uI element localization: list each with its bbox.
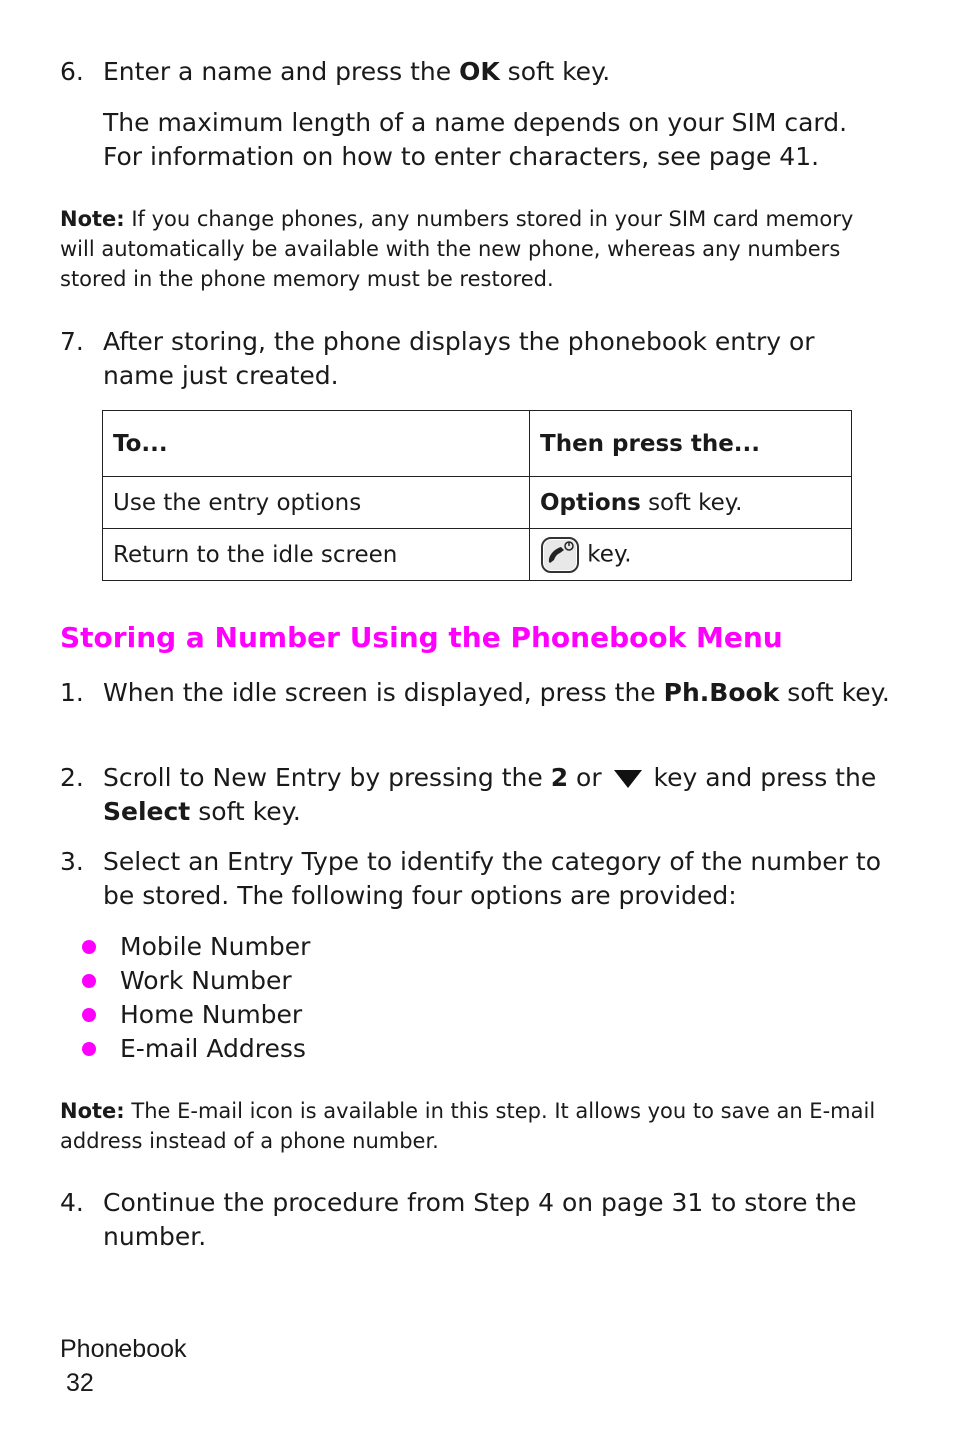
list-item: Home Number (80, 998, 310, 1032)
step-number: 4. (60, 1188, 84, 1217)
options-table (102, 410, 852, 581)
table-row (103, 529, 852, 581)
step-text: After storing, the phone displays the phonebook entry or name just created. (103, 327, 815, 390)
down-arrow-icon (614, 770, 642, 788)
phbook-key-label: Ph.Book (663, 678, 780, 707)
note-text: The E-mail icon is available in this step. It allows you to save an E-mail address instead of a phone number. (60, 1099, 876, 1153)
list-item: Work Number (80, 964, 310, 998)
step-number: 2. (60, 763, 84, 792)
table-cell-to: Use the entry options (103, 477, 530, 529)
footer-section: Phonebook (60, 1335, 187, 1363)
bullet-icon (82, 1042, 96, 1056)
list-item: E-mail Address (80, 1032, 310, 1066)
note-email-icon (60, 1096, 890, 1156)
end-call-key-icon (540, 536, 580, 574)
ok-key-label: OK (459, 57, 500, 86)
note-sim-memory (60, 204, 890, 294)
table-cell-then: Options soft key. (530, 477, 852, 529)
step-number: 3. (60, 847, 84, 876)
step-number: 1. (60, 678, 84, 707)
section-title: Storing a Number Using the Phonebook Menu (60, 621, 783, 654)
table-header-row (103, 411, 852, 477)
select-key-label: Select (103, 797, 191, 826)
bullet-icon (82, 940, 96, 954)
list-item: Mobile Number (80, 930, 310, 964)
step-text: Select an Entry Type to identify the category of the number to be stored. The following four options are provided: (103, 847, 881, 910)
step-number: 7. (60, 327, 84, 356)
step-text: Continue the procedure from Step 4 on page 31 to store the number. (103, 1188, 857, 1251)
entry-type-list (80, 930, 310, 1066)
step-text: Enter a name and press the (103, 57, 460, 86)
table-header-to: To... (103, 411, 530, 477)
page-number: 32 (66, 1369, 94, 1397)
step-6-detail: The maximum length of a name depends on your SIM card. For information on how to enter characters, see page 41. (103, 108, 848, 171)
note-label: Note: (60, 1099, 125, 1123)
table-cell-then: key. (530, 529, 852, 581)
table-header-then: Then press the... (530, 411, 852, 477)
note-text: If you change phones, any numbers stored in your SIM card memory will automatically be available with the new phone, whereas any numbers stored in the phone memory must be restored. (60, 207, 854, 291)
note-label: Note: (60, 207, 125, 231)
table-cell-to: Return to the idle screen (103, 529, 530, 581)
step-number: 6. (60, 57, 84, 86)
bullet-icon (82, 974, 96, 988)
table-row (103, 477, 852, 529)
bullet-icon (82, 1008, 96, 1022)
